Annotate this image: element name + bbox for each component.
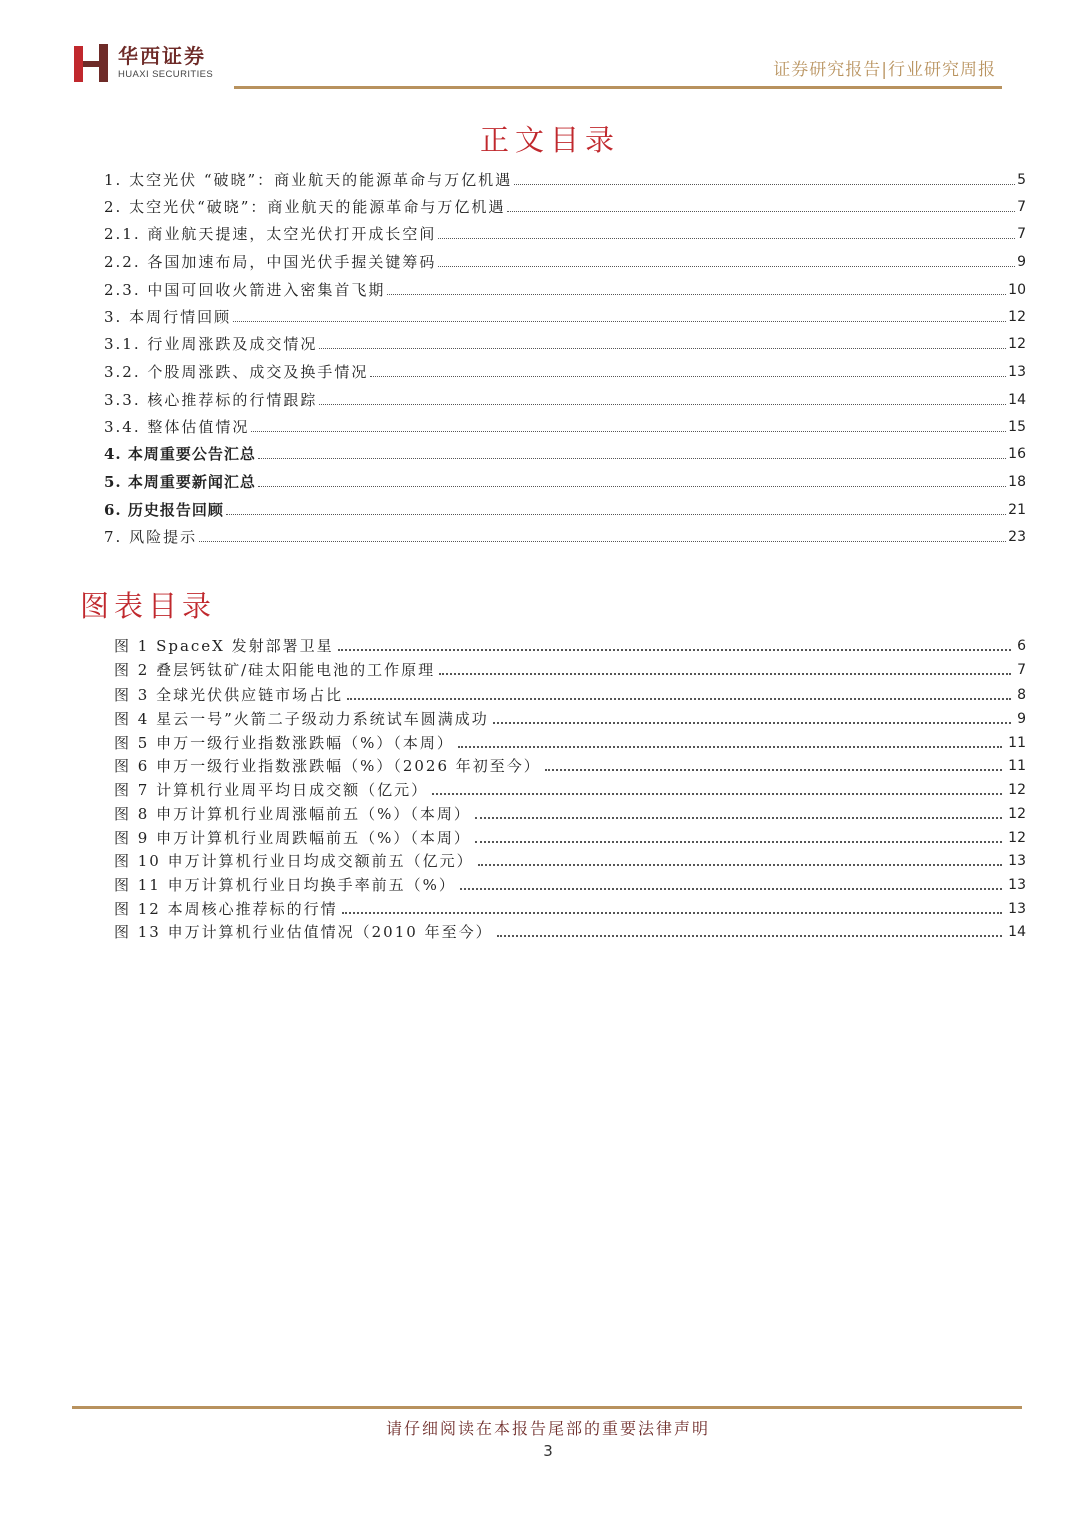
toc-leader-dots: [319, 404, 1006, 405]
figure-entry[interactable]: [114, 826, 1026, 848]
toc-entry[interactable]: [104, 470, 1026, 492]
toc-entry-label: 2.2. 各国加速布局，中国光伏手握关键筹码: [104, 253, 437, 271]
figure-entry-page: 13: [1008, 853, 1026, 869]
toc-title: 正文目录: [479, 123, 620, 157]
figure-leader-dots: [439, 673, 1011, 675]
figure-entry-page: 12: [1008, 830, 1026, 846]
figure-entry-label: 图 12 本周核心推荐标的行情: [114, 900, 338, 918]
footer-disclaimer: 请仔细阅读在本报告尾部的重要法律声明: [385, 1419, 710, 1438]
toc-entry-label: 7. 风险提示: [104, 528, 198, 546]
figure-entry-page: 13: [1008, 877, 1026, 893]
toc-entry-page: 12: [1008, 309, 1026, 325]
header-divider: [234, 86, 1002, 89]
figure-entry-label: 图 8 申万计算机行业周涨幅前五（%）（本周）: [114, 805, 471, 823]
toc-entry-label: 3. 本周行情回顾: [104, 308, 232, 326]
figure-leader-dots: [545, 769, 1002, 771]
page-number: 3: [543, 1442, 553, 1460]
figure-entry[interactable]: [114, 634, 1026, 656]
logo-english-name: HUAXI SECURITIES: [118, 69, 214, 80]
figure-leader-dots: [475, 817, 1002, 819]
toc-entry[interactable]: [104, 222, 1026, 244]
toc-leader-dots: [319, 348, 1006, 349]
toc-entry[interactable]: [104, 305, 1026, 327]
toc-entry[interactable]: [104, 360, 1026, 382]
toc-entry[interactable]: [104, 388, 1026, 410]
figure-entry-label: 图 9 申万计算机行业周跌幅前五（%）（本周）: [114, 829, 471, 847]
toc-entry[interactable]: [104, 332, 1026, 354]
footer-divider: [72, 1406, 1022, 1409]
toc-leader-dots: [438, 266, 1015, 267]
toc-leader-dots: [387, 294, 1006, 295]
toc-entry-label: 3.2. 个股周涨跌、成交及换手情况: [104, 363, 369, 381]
figure-leader-dots: [475, 841, 1002, 843]
toc-entry-page: 7: [1017, 199, 1026, 215]
figure-entry-page: 14: [1008, 924, 1026, 940]
toc-entry[interactable]: [104, 442, 1026, 464]
toc-entry-label: 1. 太空光伏 “破晓”：商业航天的能源革命与万亿机遇: [104, 171, 513, 189]
toc-entry-label: 2. 太空光伏“破晓”：商业航天的能源革命与万亿机遇: [104, 198, 506, 216]
figure-entry[interactable]: [114, 658, 1026, 680]
figure-entry[interactable]: [114, 849, 1026, 871]
toc-entry-page: 21: [1008, 502, 1026, 518]
toc-leader-dots: [258, 486, 1006, 487]
figure-entry[interactable]: [114, 731, 1026, 753]
toc-leader-dots: [438, 238, 1015, 239]
figure-entry-label: 图 10 申万计算机行业日均成交额前五（亿元）: [114, 852, 474, 870]
figure-entry[interactable]: [114, 897, 1026, 919]
figure-entry-page: 8: [1017, 687, 1026, 703]
figure-entry[interactable]: [114, 778, 1026, 800]
figure-entry-page: 11: [1008, 735, 1026, 751]
figure-leader-dots: [342, 912, 1003, 914]
logo-chinese-name: 华西证券: [118, 44, 206, 68]
figure-entry-label: 图 6 申万一级行业指数涨跌幅（%）（2026 年初至今）: [114, 757, 541, 775]
toc-entry-page: 7: [1017, 226, 1026, 242]
figure-leader-dots: [347, 698, 1011, 700]
figure-entry-label: 图 11 申万计算机行业日均换手率前五（%）: [114, 876, 456, 894]
figure-entry-page: 11: [1008, 758, 1026, 774]
figure-leader-dots: [338, 649, 1011, 651]
figure-entry-page: 6: [1017, 638, 1026, 654]
toc-entry-page: 18: [1008, 474, 1026, 490]
toc-leader-dots: [258, 458, 1006, 459]
figure-entry[interactable]: [114, 707, 1026, 729]
toc-entry-label: 4. 本周重要公告汇总: [104, 445, 256, 463]
toc-leader-dots: [226, 514, 1006, 515]
toc-leader-dots: [370, 376, 1006, 377]
huaxi-logo-icon: [74, 44, 108, 82]
toc-entry-page: 5: [1017, 172, 1026, 188]
figure-entry-label: 图 3 全球光伏供应链市场占比: [114, 686, 344, 704]
figure-entry-label: 图 7 计算机行业周平均日成交额（亿元）: [114, 781, 429, 799]
figure-entry-page: 9: [1017, 711, 1026, 727]
figure-leader-dots: [460, 888, 1002, 890]
toc-entry[interactable]: [104, 195, 1026, 217]
figure-entry-page: 12: [1008, 782, 1026, 798]
figure-entry[interactable]: [114, 754, 1026, 776]
figure-entry-label: 图 1 SpaceX 发射部署卫星: [114, 637, 334, 655]
toc-leader-dots: [514, 184, 1015, 185]
toc-entry-page: 23: [1008, 529, 1026, 545]
figure-entry-label: 图 13 申万计算机行业估值情况（2010 年至今）: [114, 923, 493, 941]
toc-entry[interactable]: [104, 278, 1026, 300]
toc-entry[interactable]: [104, 415, 1026, 437]
toc-leader-dots: [507, 211, 1015, 212]
figure-entry-label: 图 4 星云一号”火箭二子级动力系统试车圆满成功: [114, 710, 489, 728]
figure-entry[interactable]: [114, 802, 1026, 824]
figure-leader-dots: [493, 722, 1011, 724]
figure-entry[interactable]: [114, 683, 1026, 705]
toc-entry-label: 3.4. 整体估值情况: [104, 418, 250, 436]
toc-entry-page: 12: [1008, 336, 1026, 352]
toc-entry-label: 5. 本周重要新闻汇总: [104, 473, 256, 491]
figure-leader-dots: [478, 864, 1003, 866]
figure-entry-page: 7: [1017, 662, 1026, 678]
toc-entry[interactable]: [104, 250, 1026, 272]
figure-entry-label: 图 2 叠层钙钛矿/硅太阳能电池的工作原理: [114, 661, 436, 679]
figure-leader-dots: [497, 935, 1003, 937]
figure-entry-label: 图 5 申万一级行业指数涨跌幅（%）（本周）: [114, 734, 454, 752]
toc-entry[interactable]: [104, 498, 1026, 520]
figure-leader-dots: [458, 746, 1002, 748]
toc-entry-page: 16: [1008, 446, 1026, 462]
toc-entry-label: 2.3. 中国可回收火箭进入密集首飞期: [104, 281, 386, 299]
toc-entry-page: 15: [1008, 419, 1026, 435]
figure-list-title: 图表目录: [80, 589, 217, 623]
toc-leader-dots: [199, 541, 1006, 542]
figure-entry-page: 13: [1008, 901, 1026, 917]
toc-entry-label: 6. 历史报告回顾: [104, 501, 224, 519]
toc-entry-label: 3.1. 行业周涨跌及成交情况: [104, 335, 318, 353]
toc-entry[interactable]: [104, 168, 1026, 190]
company-logo: [74, 44, 213, 82]
figure-entry[interactable]: [114, 920, 1026, 942]
toc-entry-label: 2.1. 商业航天提速，太空光伏打开成长空间: [104, 225, 437, 243]
toc-entry-page: 9: [1017, 254, 1026, 270]
toc-entry[interactable]: [104, 525, 1026, 547]
report-type: 证券研究报告|行业研究周报: [773, 60, 996, 80]
toc-entry-page: 13: [1008, 364, 1026, 380]
toc-entry-page: 10: [1008, 282, 1026, 298]
figure-entry-page: 12: [1008, 806, 1026, 822]
toc-entry-label: 3.3. 核心推荐标的行情跟踪: [104, 391, 318, 409]
toc-leader-dots: [233, 321, 1006, 322]
toc-entry-page: 14: [1008, 392, 1026, 408]
figure-entry[interactable]: [114, 873, 1026, 895]
toc-leader-dots: [251, 431, 1006, 432]
figure-leader-dots: [432, 793, 1002, 795]
